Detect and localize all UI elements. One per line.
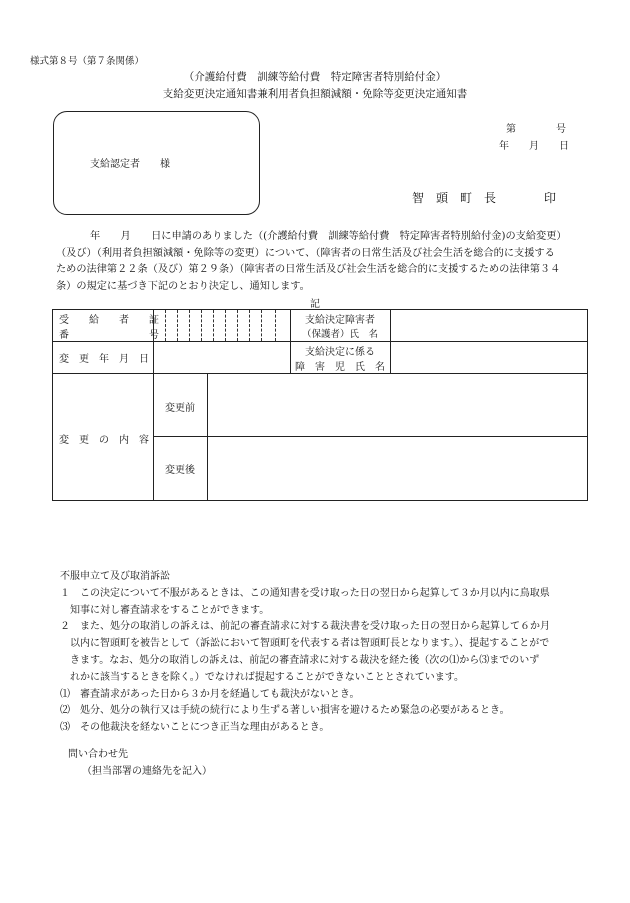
body-line: （及び）（利用者負担額減額・免除等の変更）について、（障害者の日常生活及び社会生活を総合的に支援する [56,247,555,259]
notes-heading: 不服申立て及び取消訴訟 [60,571,170,582]
decided-person-label: （保護者）氏 名 [301,329,378,340]
title-line-2: 支給変更決定通知書兼利用者負担額減額・免除等変更決定通知書 [162,88,468,100]
decided-person-label: 支給決定障害者 [305,315,375,326]
body-line: ための法律第２２条（及び）第２９条）（障害者の日常生活及び社会生活を総合的に支援するための法律第３４ [56,264,561,275]
details-table [52,309,588,501]
child-name-label: 支給決定に係る [305,347,375,358]
notes-line: ⑵ 処分、処分の執行又は手続の続行により生ずる著しい損害を避けるため緊急の必要があるとき。 [60,705,510,717]
body-line: 年 月 日に申請のありました（(介護給付費 訓練等給付費 特定障害者特別給付金)の支給変更） [90,231,567,242]
notes-line: ⑴ 審査請求があった日から３か月を経過しても裁決がないとき。 [60,688,360,700]
change-content-label: 変 更 の 内 容 [59,435,149,446]
notes-line: ２ また、処分の取消しの訴えは、前記の審査請求に対する裁決書を受け取った日の翌日から起算して６か月 [60,621,550,633]
issuer: 智 頭 町 長 印 [412,191,557,205]
ki-mark: 記 [310,299,320,310]
after-change-label: 変更後 [165,465,195,476]
document-number: 第 号 [506,124,566,135]
title-line-1: （介護給付費 訓練等給付費 特定障害者特別給付金） [183,71,447,83]
notes-line: ⑶ その他裁決を経ないことにつき正当な理由があるとき。 [60,722,330,734]
notes-line: １ この決定について不服があるときは、この通知書を受け取った日の翌日から起算して３か月以内に鳥取県 [60,587,550,599]
recipient-number-label: 受 給 者 証 [59,315,159,326]
address-box [53,111,260,215]
notes-line: きます。なお、処分の取消しの訴えは、前記の審査請求に対する裁決を経た後（次の⑴から⑶までのいず [60,654,540,666]
notes-line: 知事に対し審査請求をすることができます。 [60,604,270,616]
address-label: 支給認定者 様 [90,159,170,170]
child-name-label: 障 害 児 氏 名 [295,362,385,373]
body-line: 条）の規定に基づき下記のとおり決定し、通知します。 [56,280,310,292]
notes-line: 以内に智頭町を被告として（訴訟において智頭町を代表する者は智頭町長となります。）、提起することがで [60,638,550,650]
contact-detail: （担当部署の連絡先を記入） [82,765,212,777]
appeal-notes [60,569,600,781]
contact-heading: 問い合わせ先 [68,748,128,760]
recipient-number-label: 番 号 [59,330,159,341]
notice-body [56,229,586,295]
form-number: 様式第８号（第７条関係） [30,56,145,67]
before-change-label: 変更前 [165,403,195,414]
change-date-label: 変 更 年 月 日 [59,354,149,365]
notes-line: れかに該当するときを除く。）でなければ提起することができないこととされています。 [60,671,464,683]
issue-date: 年 月 日 [499,141,569,152]
